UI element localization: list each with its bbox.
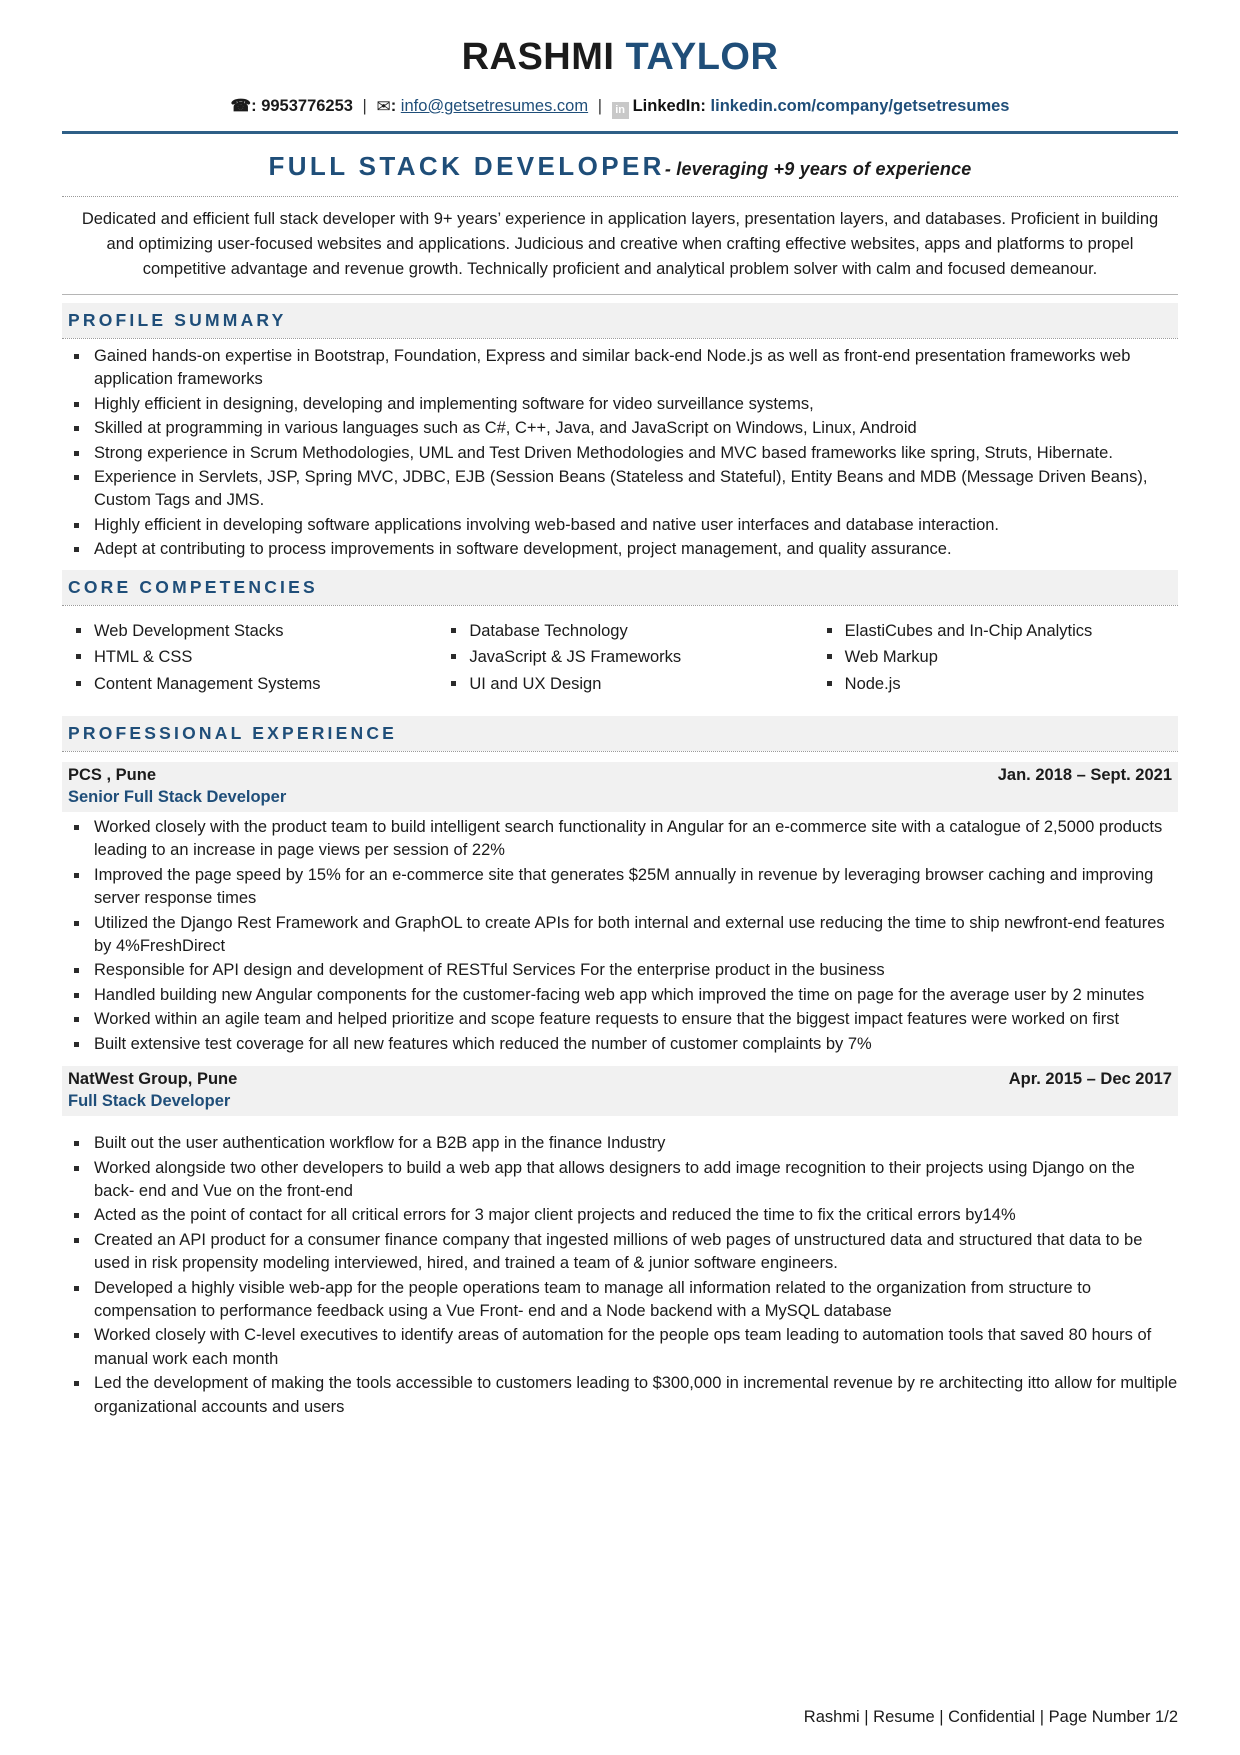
job-company: PCS , Pune [68,765,157,784]
list-item: Handled building new Angular components for the customer-facing web app which improved the time on page for the average user by 2 minutes [62,984,1178,1007]
section-title: PROFILE SUMMARY [68,309,287,330]
summary-bottom-divider [62,294,1178,295]
competency-item: HTML & CSS [62,644,427,671]
job-bullet-list [62,1132,1178,1419]
list-item: Led the development of making the tools accessible to customers leading to $300,000 in incremental revenue by re architecting itto allow for multiple organizational accounts and users [62,1372,1178,1419]
job-dates: Apr. 2015 – Dec 2017 [1008,1070,1172,1089]
phone-icon: ☎ [230,96,252,115]
job-title-row [68,766,1172,785]
list-item: Strong experience in Scrum Methodologies, UML and Test Driven Methodologies and MVC based frameworks like spring, Struts, Hibernate. [62,442,1178,465]
competency-item: JavaScript & JS Frameworks [437,644,802,671]
contact-separator-1: | [362,96,367,115]
list-item: Developed a highly visible web-app for the people operations team to manage all information related to the organization from structure to compensation to performance feedback using a Vue Front- end and a Node backend with a MySQL database [62,1277,1178,1324]
list-item: Highly efficient in designing, developing and implementing software for video surveillance systems, [62,393,1178,416]
list-item: Skilled at programming in various languages such as C#, C++, Java, and JavaScript on Windows, Linux, Android [62,417,1178,440]
page-footer: Rashmi | Resume | Confidential | Page Number 1/2 [803,1708,1178,1726]
job-title-row [68,1070,1172,1089]
page-title [62,36,1178,80]
section-title: PROFESSIONAL EXPERIENCE [68,722,398,743]
headline [62,151,1178,182]
email-label: : [390,96,397,115]
phone-label: : [251,96,257,115]
competency-item: Web Markup [813,644,1178,671]
core-competencies-grid [62,612,1178,708]
linkedin-icon: in [612,102,629,119]
list-item: Worked closely with C-level executives to identify areas of automation for the people ops team leading to automation tools that saved 80 hours of manual work each month [62,1324,1178,1371]
linkedin-label: LinkedIn: [632,96,706,115]
list-item: Worked alongside two other developers to build a web app that allows designers to add image recognition to their projects using Django on the back- end and Vue on the front-end [62,1157,1178,1204]
list-item: Responsible for API design and development of RESTful Services For the enterprise product in the business [62,959,1178,982]
profile-summary-list [62,345,1178,562]
job-bullet-list [62,816,1178,1056]
competency-item: Web Development Stacks [62,618,427,645]
list-item: Acted as the point of contact for all critical errors for 3 major client projects and reduced the time to fix the critical errors by14% [62,1204,1178,1227]
headline-tagline: - leveraging +9 years of experience [664,158,972,179]
list-item: Experience in Servlets, JSP, Spring MVC, JDBC, EJB (Session Beans (Stateless and Stateful), Entity Beans and MDB (Message Driven Beans), Custom Tags and JMS. [62,466,1178,513]
list-item: Adept at contributing to process improvements in software development, project management, and quality assurance. [62,538,1178,561]
list-item: Worked within an agile team and helped prioritize and scope feature requests to ensure that the biggest impact features were worked on first [62,1008,1178,1031]
job-role: Senior Full Stack Developer [68,787,287,806]
list-item: Worked closely with the product team to build intelligent search functionality in Angular for an e-commerce site with a catalogue of 2,5000 products leading to an increase in page views per session of 22% [62,816,1178,863]
list-item: Gained hands-on expertise in Bootstrap, Foundation, Express and similar back-end Node.js as well as front-end presentation frameworks web application frameworks [62,345,1178,392]
email-link[interactable]: info@getsetresumes.com [400,96,589,115]
profile-summary-divider [62,338,1178,339]
professional-experience-divider [62,751,1178,752]
linkedin-url[interactable]: linkedin.com/company/getsetresumes [710,96,1010,115]
section-header-profile-summary [62,303,1178,338]
job-entry [62,762,1178,1056]
job-role: Full Stack Developer [68,1092,231,1111]
job-company: NatWest Group, Pune [68,1070,238,1089]
job-header [62,1066,1178,1116]
core-competencies-divider [62,605,1178,606]
summary-paragraph: Dedicated and efficient full stack developer with 9+ years’ experience in application layers, presentation layers, and databases. Proficient in building and optimizing user-focused websites and applications. Judicious and creative when crafting effective websites, apps and platforms to propel competitive advantage and revenue growth. Technically proficient and analytical problem solver with calm and focused demeanour. [81,209,1159,278]
last-name: TAYLOR [625,36,779,78]
list-item: Highly efficient in developing software applications involving web-based and native user interfaces and database interaction. [62,514,1178,537]
mail-icon: ✉ [376,96,391,116]
competency-item: Node.js [813,671,1178,698]
list-item: Utilized the Django Rest Framework and GraphOL to create APIs for both internal and external use reducing the time to ship newfront-end features by 4%FreshDirect [62,912,1178,959]
section-header-professional-experience [62,716,1178,751]
list-item: Created an API product for a consumer finance company that ingested millions of web pages of unstructured data and structured that data to be used in risk propensity modeling interviewed, hired, and trained a team of & junior software engineers. [62,1229,1178,1276]
competency-item: Database Technology [437,618,802,645]
headline-role: FULL STACK DEVELOPER [268,150,665,181]
section-header-core-competencies [62,570,1178,605]
list-item: Built out the user authentication workflow for a B2B app in the finance Industry [62,1132,1178,1155]
competency-item: ElastiCubes and In-Chip Analytics [813,618,1178,645]
section-title: CORE COMPETENCIES [68,576,318,597]
header-divider [62,131,1178,134]
list-item: Built extensive test coverage for all new features which reduced the number of customer complaints by 7% [62,1033,1178,1056]
job-dates: Jan. 2018 – Sept. 2021 [997,765,1172,784]
list-item: Improved the page speed by 15% for an e-commerce site that generates $25M annually in revenue by leveraging browser caching and improving server response times [62,864,1178,911]
contact-line [62,96,1178,119]
competency-item: UI and UX Design [437,671,802,698]
competency-item: Content Management Systems [62,671,427,698]
phone-number[interactable]: 9953776253 [261,96,353,115]
job-entry [62,1066,1178,1419]
job-header [62,762,1178,812]
first-name: RASHMI [461,36,615,78]
contact-separator-2: | [597,96,602,115]
job-list [62,762,1178,1419]
